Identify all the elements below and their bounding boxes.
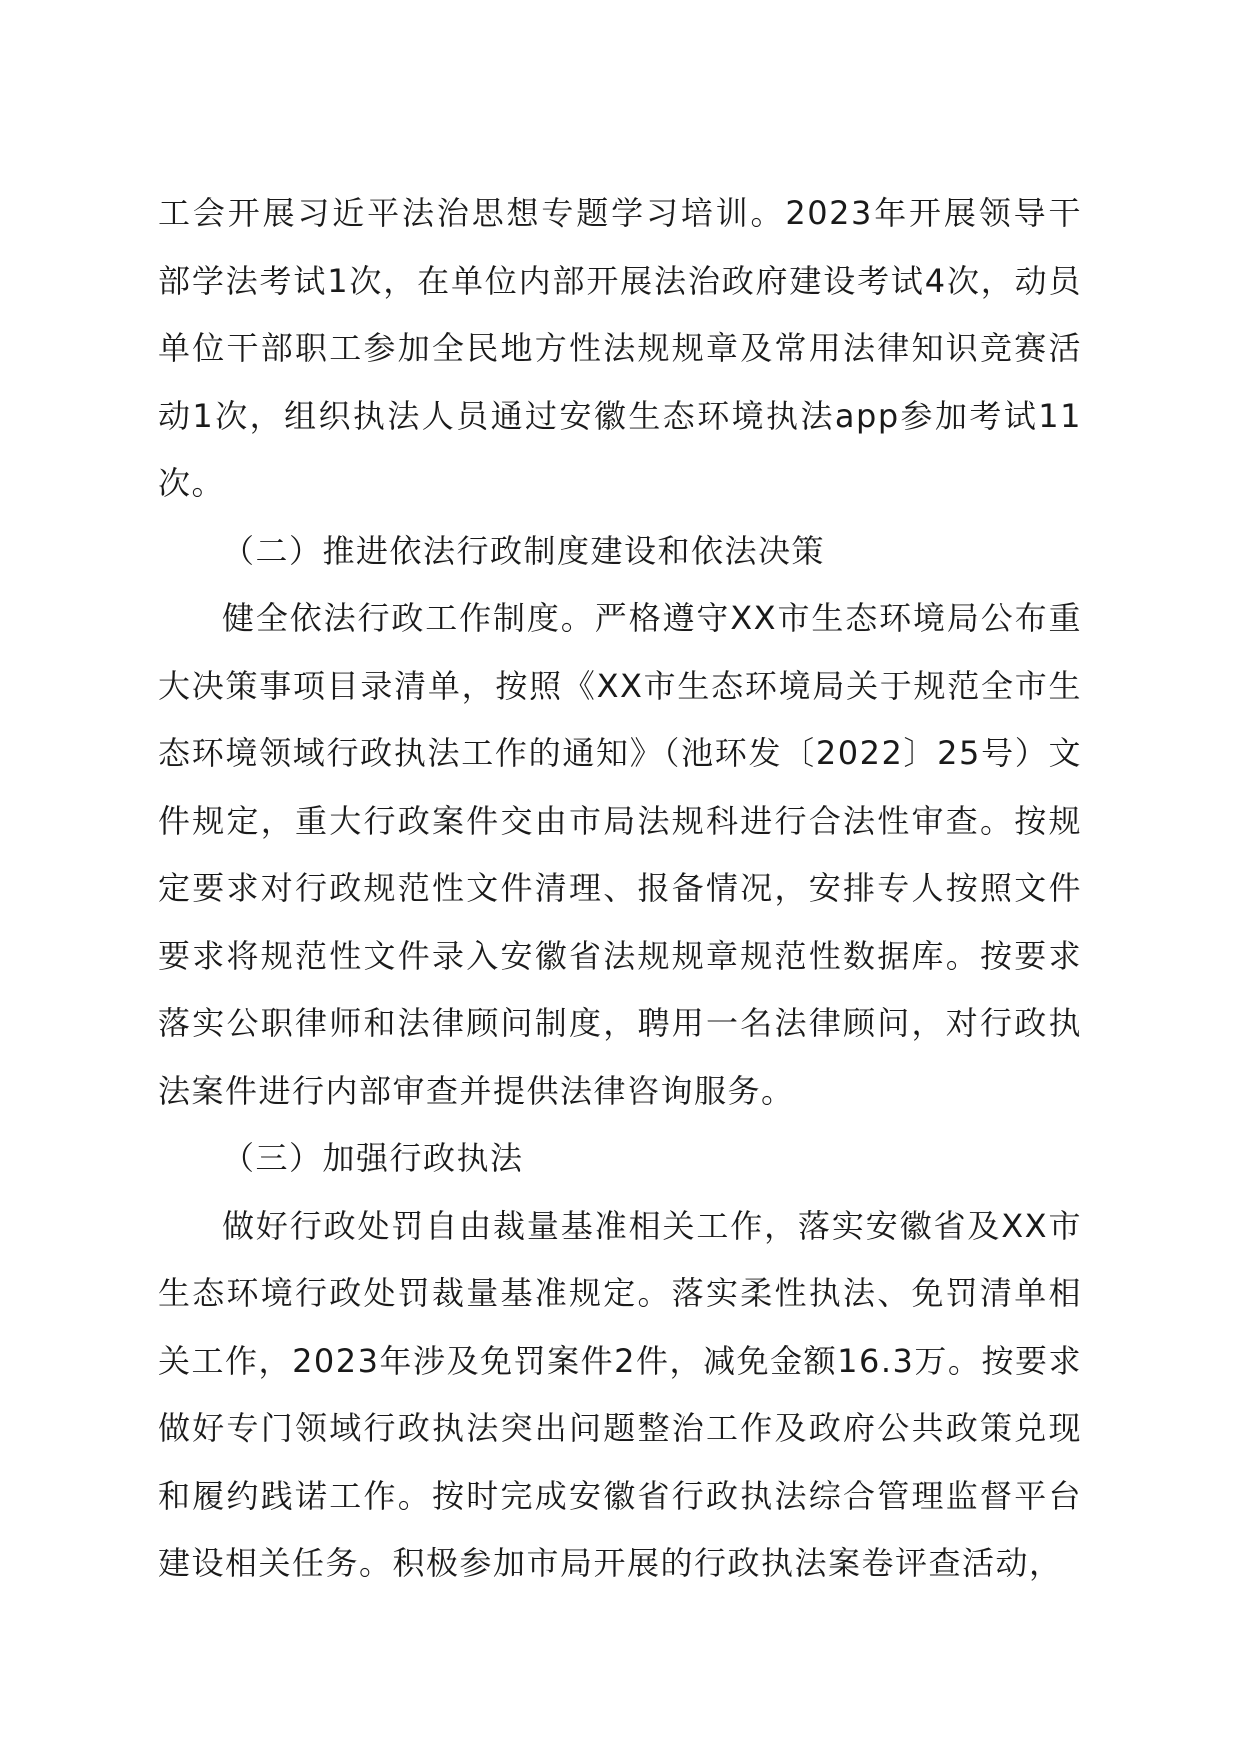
- paragraph-training-exams: 工会开展习近平法治思想专题学习培训。2023年开展领导干部学法考试1次，在单位内部开展法治政府建设考试4次，动员单位干部职工参加全民地方性法规规章及常用法律知识竞赛活动1次，组织执法人员通过安徽生态环境执法app参加考试11次。: [158, 194, 1082, 502]
- section-heading-2: （二）推进依法行政制度建设和依法决策: [222, 531, 826, 570]
- document-body: [158, 180, 1082, 1598]
- paragraph-law-enforcement: 做好行政处罚自由裁量基准相关工作，落实安徽省及XX市生态环境行政处罚裁量基准规定。落实柔性执法、免罚清单相关工作，2023年涉及免罚案件2件，减免金额16.3万。按要求做好专门领域行政执法突出问题整治工作及政府公共政策兑现和履约践诺工作。按时完成安徽省行政执法综合管理监督平台建设相关任务。积极参加市局开展的行政执法案卷评查活动，: [158, 1206, 1082, 1582]
- section-heading-3: （三）加强行政执法: [222, 1139, 524, 1177]
- paragraph-administrative-system: 健全依法行政工作制度。严格遵守XX市生态环境局公布重大决策事项目录清单，按照《XX市生态环境局关于规范全市生态环境领域行政执法工作的通知》（池环发〔2022〕25号）文件规定，重大行政案件交由市局法规科进行合法性审查。按规定要求对行政规范性文件清理、报备情况，安排专人按照文件要求将规范性文件录入安徽省法规规章规范性数据库。按要求落实公职律师和法律顾问制度，聘用一名法律顾问，对行政执法案件进行内部审查并提供法律咨询服务。: [158, 599, 1082, 1110]
